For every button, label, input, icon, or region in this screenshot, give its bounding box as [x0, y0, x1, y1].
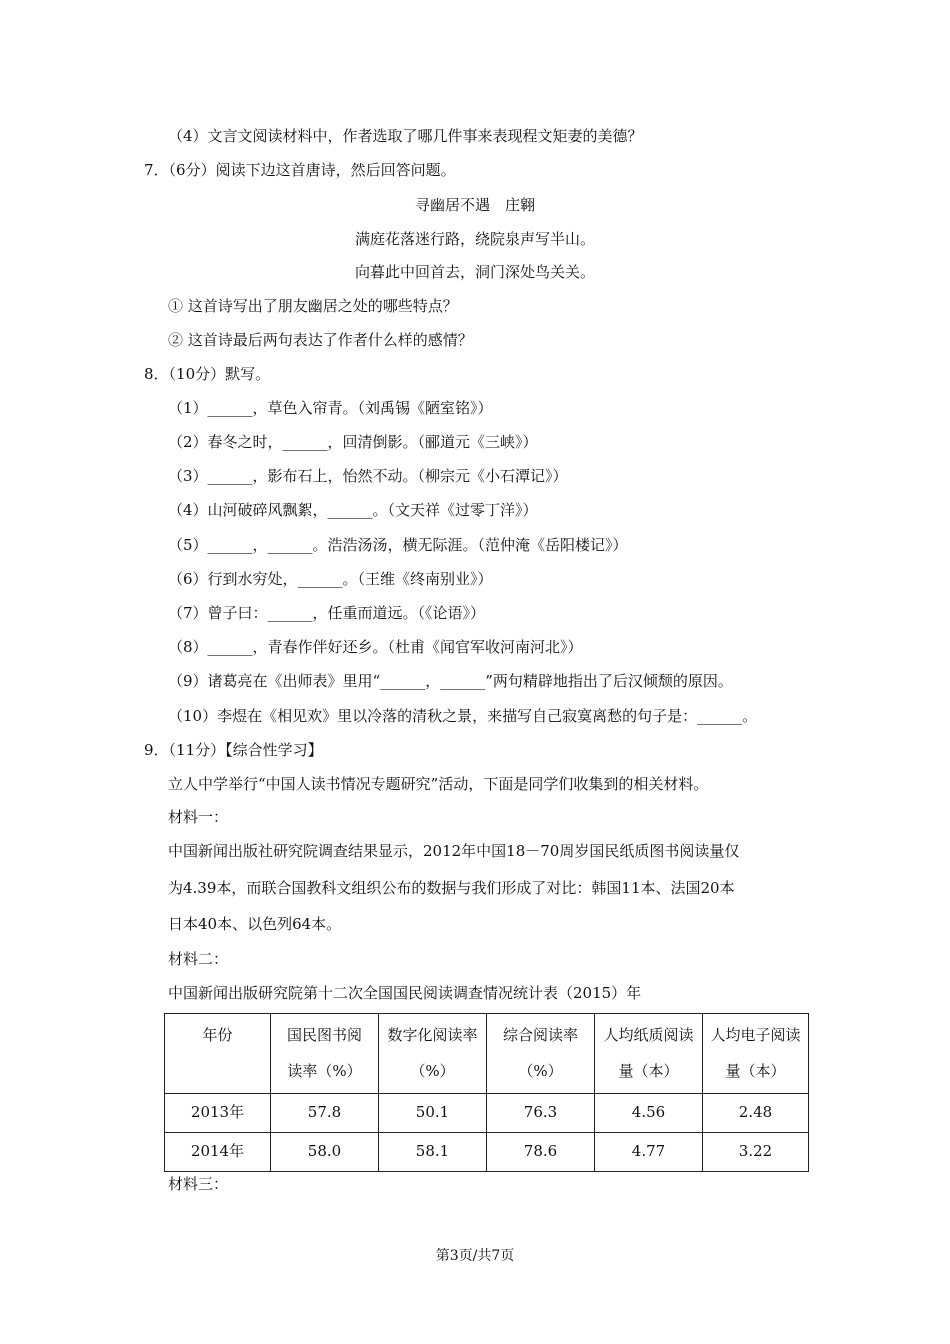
question-7-sub-1: ① 这首诗写出了朋友幽居之处的哪些特点？ [168, 297, 458, 315]
table-cell: 4.77 [595, 1133, 703, 1172]
table-cell: 50.1 [379, 1094, 487, 1133]
poem-line-2: 向暮此中回首去，洞门深处鸟关关。 [354, 263, 595, 281]
dictation-item-4: （4）山河破碎风飘絮，______。（文天祥《过零丁洋》） [168, 501, 538, 519]
table-cell: 58.0 [271, 1133, 379, 1172]
poem-title: 寻幽居不遇 庄翱 [414, 196, 535, 214]
table-cell: 4.56 [595, 1094, 703, 1133]
question-8 [144, 364, 270, 384]
reading-survey-table [164, 1013, 809, 1172]
material-3-label: 材料三： [168, 1175, 229, 1193]
dictation-item-7: （7）曾子曰：______，任重而道远。（《论语》） [168, 604, 486, 622]
table-cell: 78.6 [487, 1133, 595, 1172]
page-number: 第3页/共7页 [435, 1248, 515, 1264]
table-cell: 2.48 [703, 1094, 809, 1133]
table-row [165, 1133, 809, 1172]
material-1-line-3: 日本40本、以色列64本。 [168, 915, 342, 933]
table-cell: 58.1 [379, 1133, 487, 1172]
material-2-label: 材料二： [168, 950, 229, 968]
table-cell: 2014年 [165, 1133, 271, 1172]
question-8-stem: （10分）默写。 [168, 365, 271, 383]
header-book-reading-rate: 国民图书阅 读率（%） [271, 1014, 379, 1094]
question-9-intro: 立人中学举行“中国人读书情况专题研究”活动，下面是同学们收集到的相关材料。 [168, 775, 709, 793]
question-9-number: 9． [144, 741, 169, 759]
dictation-item-8: （8）______，青春作伴好还乡。（杜甫《闻官军收河南河北》） [168, 638, 583, 656]
question-7-number: 7． [144, 161, 169, 179]
dictation-item-1: （1）______，草色入帘青。（刘禹锡《陋室铭》） [168, 399, 493, 417]
table-caption: 中国新闻出版研究院第十二次全国国民阅读调查情况统计表（2015）年 [168, 984, 642, 1002]
question-9 [144, 740, 323, 760]
question-7-stem: （6分）阅读下边这首唐诗，然后回答问题。 [168, 161, 456, 179]
question-8-number: 8． [144, 365, 169, 383]
header-ebooks-per-capita: 人均电子阅读 量（本） [703, 1014, 809, 1094]
dictation-item-2: （2）春冬之时，______，回清倒影。（郦道元《三峡》） [168, 433, 538, 451]
dictation-item-6: （6）行到水穷处，______。（王维《终南别业》） [168, 570, 493, 588]
header-overall-reading-rate: 综合阅读率 （%） [487, 1014, 595, 1094]
poem-line-1: 满庭花落迷行路，绕院泉声写半山。 [354, 230, 595, 248]
dictation-item-5: （5）______，______。浩浩汤汤，横无际涯。（范仲淹《岳阳楼记》） [168, 536, 628, 554]
table-cell: 57.8 [271, 1094, 379, 1133]
question-7 [144, 160, 456, 180]
dictation-item-10: （10）李煜在《相见欢》里以冷落的清秋之景，来描写自己寂寞离愁的句子是：______。 [168, 707, 758, 725]
dictation-item-3: （3）______，影布石上，怡然不动。（柳宗元《小石潭记》） [168, 467, 568, 485]
question-6-sub-4: （4）文言文阅读材料中，作者选取了哪几件事来表现程文矩妻的美德？ [168, 127, 643, 145]
table-cell: 2013年 [165, 1094, 271, 1133]
material-1-line-1: 中国新闻出版社研究院调查结果显示，2012年中国18－70周岁国民纸质图书阅读量仅 [168, 842, 740, 860]
table-cell: 3.22 [703, 1133, 809, 1172]
question-9-stem: （11分）【综合性学习】 [168, 741, 323, 759]
table-cell: 76.3 [487, 1094, 595, 1133]
header-digital-reading-rate: 数字化阅读率 （%） [379, 1014, 487, 1094]
material-1-label: 材料一： [168, 808, 229, 826]
question-7-sub-2: ② 这首诗最后两句表达了作者什么样的感情？ [168, 331, 473, 349]
table-row [165, 1094, 809, 1133]
table-header-row [165, 1014, 809, 1094]
header-year: 年份 [165, 1014, 271, 1094]
material-1-line-2: 为4.39本，而联合国教科文组织公布的数据与我们形成了对比：韩国11本、法国20本 [168, 879, 735, 897]
header-paper-books-per-capita: 人均纸质阅读 量（本） [595, 1014, 703, 1094]
dictation-item-9: （9）诸葛亮在《出师表》里用“______，______”两句精辟地指出了后汉倾颓的原因。 [168, 672, 733, 690]
